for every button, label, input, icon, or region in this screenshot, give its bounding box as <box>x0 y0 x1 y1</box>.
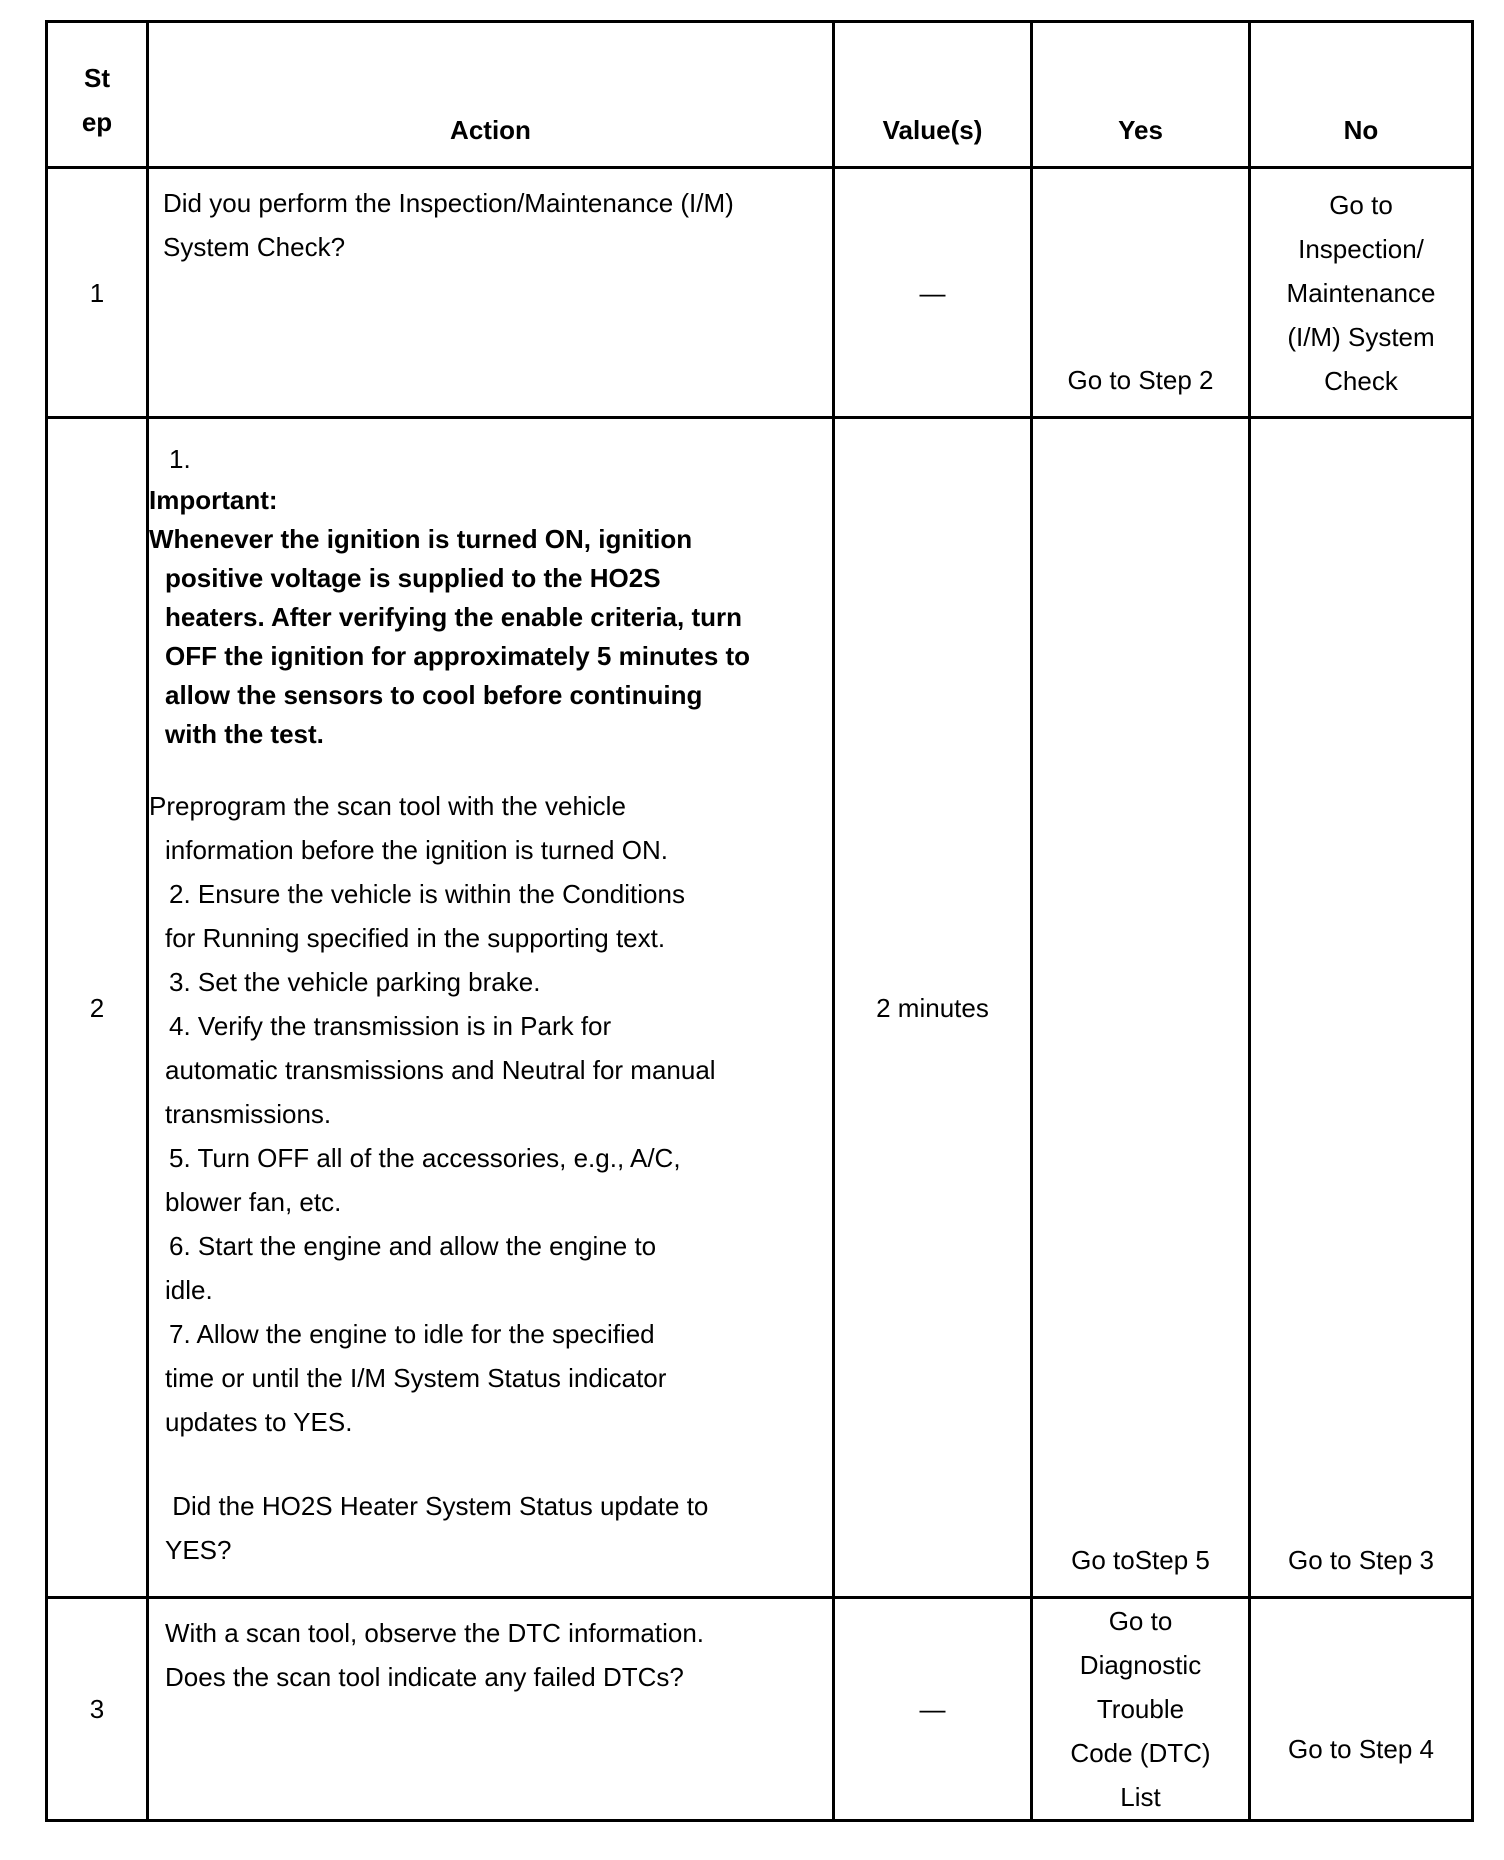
action-cell: With a scan tool, observe the DTC information. Does the scan tool indicate any failed DTCs? <box>148 1598 834 1821</box>
yes-cell: Go to Diagnostic Trouble Code (DTC) List <box>1032 1598 1250 1821</box>
header-values: Value(s) <box>834 22 1032 168</box>
action-cell: 1. Important: Whenever the ignition is turned ON, ignition positive voltage is supplied to the HO2S heaters. After verifying the enable criteria, turn OFF the ignition for approximately 5 minutes to allow the sensors to cool before continuing with the test. Preprogram the scan tool with the vehicle information before the ignition is turned ON. 2. Ensure the vehicle is within the Conditions for Running specified in the supporting text. 3. Set the vehicle parking brake. 4. Verify the transmission is in Park for automatic transmissions and Neutral for manual transmissions. 5. Turn OFF all of the accessories, e.g., A/C, blower fan, etc. 6. Start the engine and allow the engine to idle. 7. Allow the engine to idle for the specified time or until the I/M System Status indicator updates to YES. Did the HO2S Heater System Status update to YES? <box>148 418 834 1598</box>
header-row <box>47 22 1473 168</box>
diagnostic-table <box>45 20 1474 1822</box>
no-cell: Go to Step 3 <box>1250 418 1473 1598</box>
table-row <box>47 418 1473 1598</box>
step-number: 3 <box>47 1598 148 1821</box>
no-cell: Go to Inspection/ Maintenance (I/M) System Check <box>1250 168 1473 418</box>
step-number: 2 <box>47 418 148 1598</box>
table-row <box>47 168 1473 418</box>
header-step: St ep <box>47 22 148 168</box>
no-cell: Go to Step 4 <box>1250 1598 1473 1821</box>
header-action: Action <box>148 22 834 168</box>
step-number: 1 <box>47 168 148 418</box>
important-label: Important: <box>149 485 278 515</box>
value-cell: — <box>834 168 1032 418</box>
table-row <box>47 1598 1473 1821</box>
value-cell: 2 minutes <box>834 418 1032 1598</box>
header-yes: Yes <box>1032 22 1250 168</box>
header-no: No <box>1250 22 1473 168</box>
action-cell: Did you perform the Inspection/Maintenance (I/M) System Check? <box>148 168 834 418</box>
value-cell: — <box>834 1598 1032 1821</box>
yes-cell: Go to Step 2 <box>1032 168 1250 418</box>
yes-cell: Go toStep 5 <box>1032 418 1250 1598</box>
